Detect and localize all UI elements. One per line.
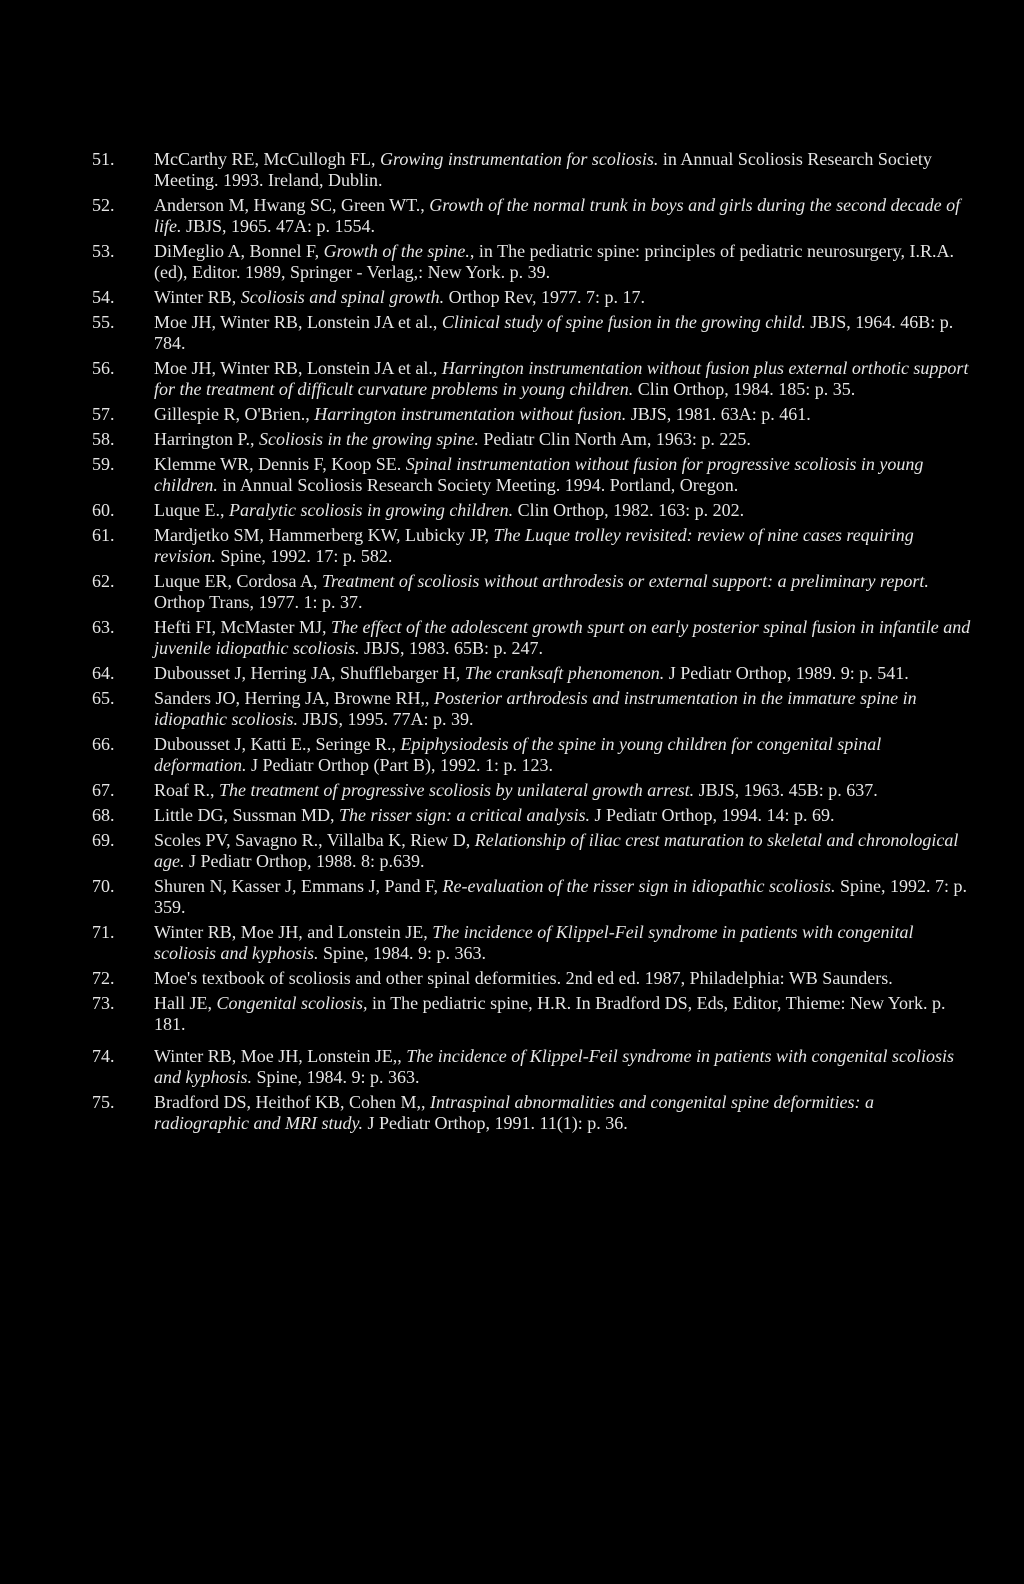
reference-segment: Shuren N, Kasser J, Emmans J, Pand F, <box>154 876 443 896</box>
reference-item <box>92 830 972 872</box>
reference-text <box>154 149 972 191</box>
reference-item <box>92 149 972 191</box>
reference-item <box>92 241 972 283</box>
reference-text <box>154 993 972 1035</box>
reference-title: Treatment of scoliosis without arthrodesis or external support: a preliminary report. <box>322 571 929 591</box>
reference-segment: , in The pediatric spine: principles of pediatric neurosurgery, I.R.A. (ed), Editor. 1989, Springer - Verlag,: New York. p. 39. <box>154 241 954 282</box>
reference-segment: Dubousset J, Katti E., Seringe R., <box>154 734 401 754</box>
reference-title: The risser sign: a critical analysis. <box>339 805 591 825</box>
reference-segment: Moe JH, Winter RB, Lonstein JA et al., <box>154 358 442 378</box>
reference-segment: Winter RB, <box>154 287 241 307</box>
reference-number: 60. <box>92 500 115 520</box>
reference-number: 69. <box>92 830 115 850</box>
reference-number: 66. <box>92 734 115 754</box>
reference-segment: Pediatr Clin North Am, 1963: p. 225. <box>478 429 751 449</box>
reference-segment: Winter RB, Moe JH, and Lonstein JE, <box>154 922 433 942</box>
reference-text <box>154 571 972 613</box>
reference-segment: Luque ER, Cordosa A, <box>154 571 322 591</box>
reference-title: The incidence of Klippel-Feil syndrome in patients with congenital scoliosis and kyphosis. <box>154 922 914 963</box>
reference-item <box>92 195 972 237</box>
reference-item <box>92 734 972 776</box>
reference-text <box>154 1092 972 1134</box>
reference-number: 51. <box>92 149 115 169</box>
reference-segment: JBJS, 1983. 65B: p. 247. <box>359 638 544 658</box>
reference-text <box>154 780 972 801</box>
reference-segment: Orthop Trans, 1977. 1: p. 37. <box>154 592 363 612</box>
reference-text <box>154 287 972 308</box>
reference-number: 59. <box>92 454 115 474</box>
reference-text <box>154 663 972 684</box>
reference-title: Posterior arthrodesis and instrumentation in the immature spine in idiopathic scoliosis. <box>154 688 917 729</box>
reference-segment: Spine, 1992. 7: p. 359. <box>154 876 968 917</box>
reference-item <box>92 968 972 989</box>
reference-text <box>154 454 972 496</box>
reference-text <box>154 968 972 989</box>
reference-number: 58. <box>92 429 115 449</box>
reference-item <box>92 404 972 425</box>
reference-segment: in The pediatric spine, H.R. In Bradford DS, Eds, Editor, Thieme: New York. p. 181. <box>154 993 946 1034</box>
reference-segment: Luque E., <box>154 500 229 520</box>
reference-number: 54. <box>92 287 115 307</box>
reference-segment: J Pediatr Orthop (Part B), 1992. 1: p. 123. <box>246 755 553 775</box>
reference-segment: Spine, 1984. 9: p. 363. <box>318 943 487 963</box>
reference-title: Re-evaluation of the risser sign in idiopathic scoliosis. <box>442 876 836 896</box>
reference-text <box>154 688 972 730</box>
reference-item <box>92 876 972 918</box>
reference-title: Relationship of iliac crest maturation to skeletal and chronological age. <box>154 830 959 871</box>
reference-item <box>92 429 972 450</box>
reference-segment: Mardjetko SM, Hammerberg KW, Lubicky JP, <box>154 525 494 545</box>
reference-text <box>154 525 972 567</box>
reference-item <box>92 780 972 801</box>
reference-segment: Anderson M, Hwang SC, Green WT., <box>154 195 430 215</box>
reference-text <box>154 195 972 237</box>
reference-segment: Harrington P., <box>154 429 259 449</box>
reference-segment: Scoles PV, Savagno R., Villalba K, Riew D, <box>154 830 475 850</box>
reference-number: 71. <box>92 922 115 942</box>
reference-text <box>154 241 972 283</box>
reference-title: Harrington instrumentation without fusion. <box>314 404 627 424</box>
reference-text <box>154 922 972 964</box>
reference-segment: JBJS, 1964. 46B: p. 784. <box>154 312 954 353</box>
reference-item <box>92 993 972 1035</box>
reference-segment: Klemme WR, Dennis F, Koop SE. <box>154 454 406 474</box>
reference-text <box>154 429 972 450</box>
reference-segment: Orthop Rev, 1977. 7: p. 17. <box>444 287 645 307</box>
reference-item <box>92 454 972 496</box>
reference-segment: JBJS, 1963. 45B: p. 637. <box>694 780 878 800</box>
reference-title: Intraspinal abnormalities and congenital spine deformities: a radiographic and MRI study. <box>154 1092 874 1133</box>
reference-title: Clinical study of spine fusion in the growing child. <box>441 312 806 332</box>
reference-segment: in Annual Scoliosis Research Society Meeting. 1994. Portland, Oregon. <box>217 475 739 495</box>
reference-segment: Roaf R., <box>154 780 219 800</box>
reference-title: The Luque trolley revisited: review of nine cases requiring revision. <box>154 525 914 566</box>
reference-segment: Little DG, Sussman MD, <box>154 805 340 825</box>
reference-segment: Winter RB, Moe JH, Lonstein JE,, <box>154 1046 407 1066</box>
reference-item <box>92 1092 972 1134</box>
reference-title: The cranksaft phenomenon. <box>464 663 665 683</box>
reference-number: 70. <box>92 876 115 896</box>
reference-title: Growth of the normal trunk in boys and girls during the second decade of life. <box>154 195 961 236</box>
reference-text <box>154 358 972 400</box>
reference-title: Growth of the spine. <box>323 241 470 261</box>
reference-item <box>92 922 972 964</box>
reference-segment: Dubousset J, Herring JA, Shufflebarger H, <box>154 663 465 683</box>
reference-item <box>92 663 972 684</box>
reference-text <box>154 404 972 425</box>
reference-title: Scoliosis and spinal growth. <box>240 287 445 307</box>
reference-segment: JBJS, 1965. 47A: p. 1554. <box>181 216 376 236</box>
reference-number: 73. <box>92 993 115 1013</box>
reference-segment: Spine, 1992. 17: p. 582. <box>215 546 393 566</box>
reference-item <box>92 571 972 613</box>
reference-item <box>92 805 972 826</box>
reference-title: The effect of the adolescent growth spurt on early posterior spinal fusion in infantile and juvenile idiopathic scoliosis. <box>154 617 971 658</box>
reference-segment: Bradford DS, Heithof KB, Cohen M,, <box>154 1092 430 1112</box>
reference-text <box>154 805 972 826</box>
reference-text <box>154 830 972 872</box>
reference-number: 64. <box>92 663 115 683</box>
reference-segment: Moe's textbook of scoliosis and other spinal deformities. 2nd ed ed. 1987, Philadelphia: WB Saunders. <box>154 968 893 988</box>
reference-number: 62. <box>92 571 115 591</box>
reference-list <box>92 149 972 1138</box>
reference-segment: JBJS, 1981. 63A: p. 461. <box>626 404 811 424</box>
reference-item <box>92 358 972 400</box>
reference-segment: in Annual Scoliosis Research Society Meeting. 1993. Ireland, Dublin. <box>154 149 932 190</box>
reference-title: Growing instrumentation for scoliosis. <box>380 149 659 169</box>
reference-segment: Spine, 1984. 9: p. 363. <box>252 1067 420 1087</box>
reference-segment: J Pediatr Orthop, 1988. 8: p.639. <box>184 851 425 871</box>
reference-segment: Sanders JO, Herring JA, Browne RH,, <box>154 688 434 708</box>
reference-segment: Moe JH, Winter RB, Lonstein JA et al., <box>154 312 442 332</box>
reference-number: 53. <box>92 241 115 261</box>
reference-number: 61. <box>92 525 115 545</box>
reference-segment: J Pediatr Orthop, 1994. 14: p. 69. <box>590 805 835 825</box>
reference-segment: Clin Orthop, 1982. 163: p. 202. <box>513 500 745 520</box>
reference-text <box>154 312 972 354</box>
reference-title: Spinal instrumentation without fusion for progressive scoliosis in young children. <box>154 454 924 495</box>
reference-item <box>92 617 972 659</box>
reference-text <box>154 876 972 918</box>
reference-item <box>92 287 972 308</box>
reference-item <box>92 688 972 730</box>
reference-item <box>92 312 972 354</box>
reference-segment: DiMeglio A, Bonnel F, <box>154 241 324 261</box>
reference-item <box>92 525 972 567</box>
reference-title: Epiphysiodesis of the spine in young children for congenital spinal deformation. <box>154 734 882 775</box>
reference-number: 65. <box>92 688 115 708</box>
reference-number: 52. <box>92 195 115 215</box>
reference-segment: JBJS, 1995. 77A: p. 39. <box>298 709 474 729</box>
reference-title: The treatment of progressive scoliosis by unilateral growth arrest. <box>219 780 695 800</box>
reference-segment: Hall JE, <box>154 993 217 1013</box>
reference-segment: Hefti FI, McMaster MJ, <box>154 617 331 637</box>
reference-number: 55. <box>92 312 115 332</box>
reference-number: 57. <box>92 404 115 424</box>
reference-title: Scoliosis in the growing spine. <box>259 429 479 449</box>
reference-segment: Clin Orthop, 1984. 185: p. 35. <box>633 379 856 399</box>
reference-number: 74. <box>92 1046 115 1066</box>
reference-title: Harrington instrumentation without fusion plus external orthotic support for the treatment of difficult curvature problems in young children. <box>154 358 969 399</box>
reference-text <box>154 500 972 521</box>
reference-number: 56. <box>92 358 115 378</box>
reference-title: Congenital scoliosis, <box>216 993 368 1013</box>
reference-item <box>92 1046 972 1088</box>
reference-number: 63. <box>92 617 115 637</box>
reference-number: 68. <box>92 805 115 825</box>
reference-text <box>154 617 972 659</box>
reference-text <box>154 1046 972 1088</box>
reference-segment: Gillespie R, O'Brien., <box>154 404 315 424</box>
reference-number: 75. <box>92 1092 115 1112</box>
reference-title: Paralytic scoliosis in growing children. <box>228 500 514 520</box>
reference-segment: J Pediatr Orthop, 1989. 9: p. 541. <box>664 663 909 683</box>
reference-text <box>154 734 972 776</box>
reference-number: 67. <box>92 780 115 800</box>
reference-number: 72. <box>92 968 115 988</box>
reference-segment: J Pediatr Orthop, 1991. 11(1): p. 36. <box>363 1113 628 1133</box>
reference-item <box>92 500 972 521</box>
reference-title: The incidence of Klippel-Feil syndrome in patients with congenital scoliosis and kyphosis. <box>154 1046 955 1087</box>
reference-segment: McCarthy RE, McCullogh FL, <box>154 149 380 169</box>
